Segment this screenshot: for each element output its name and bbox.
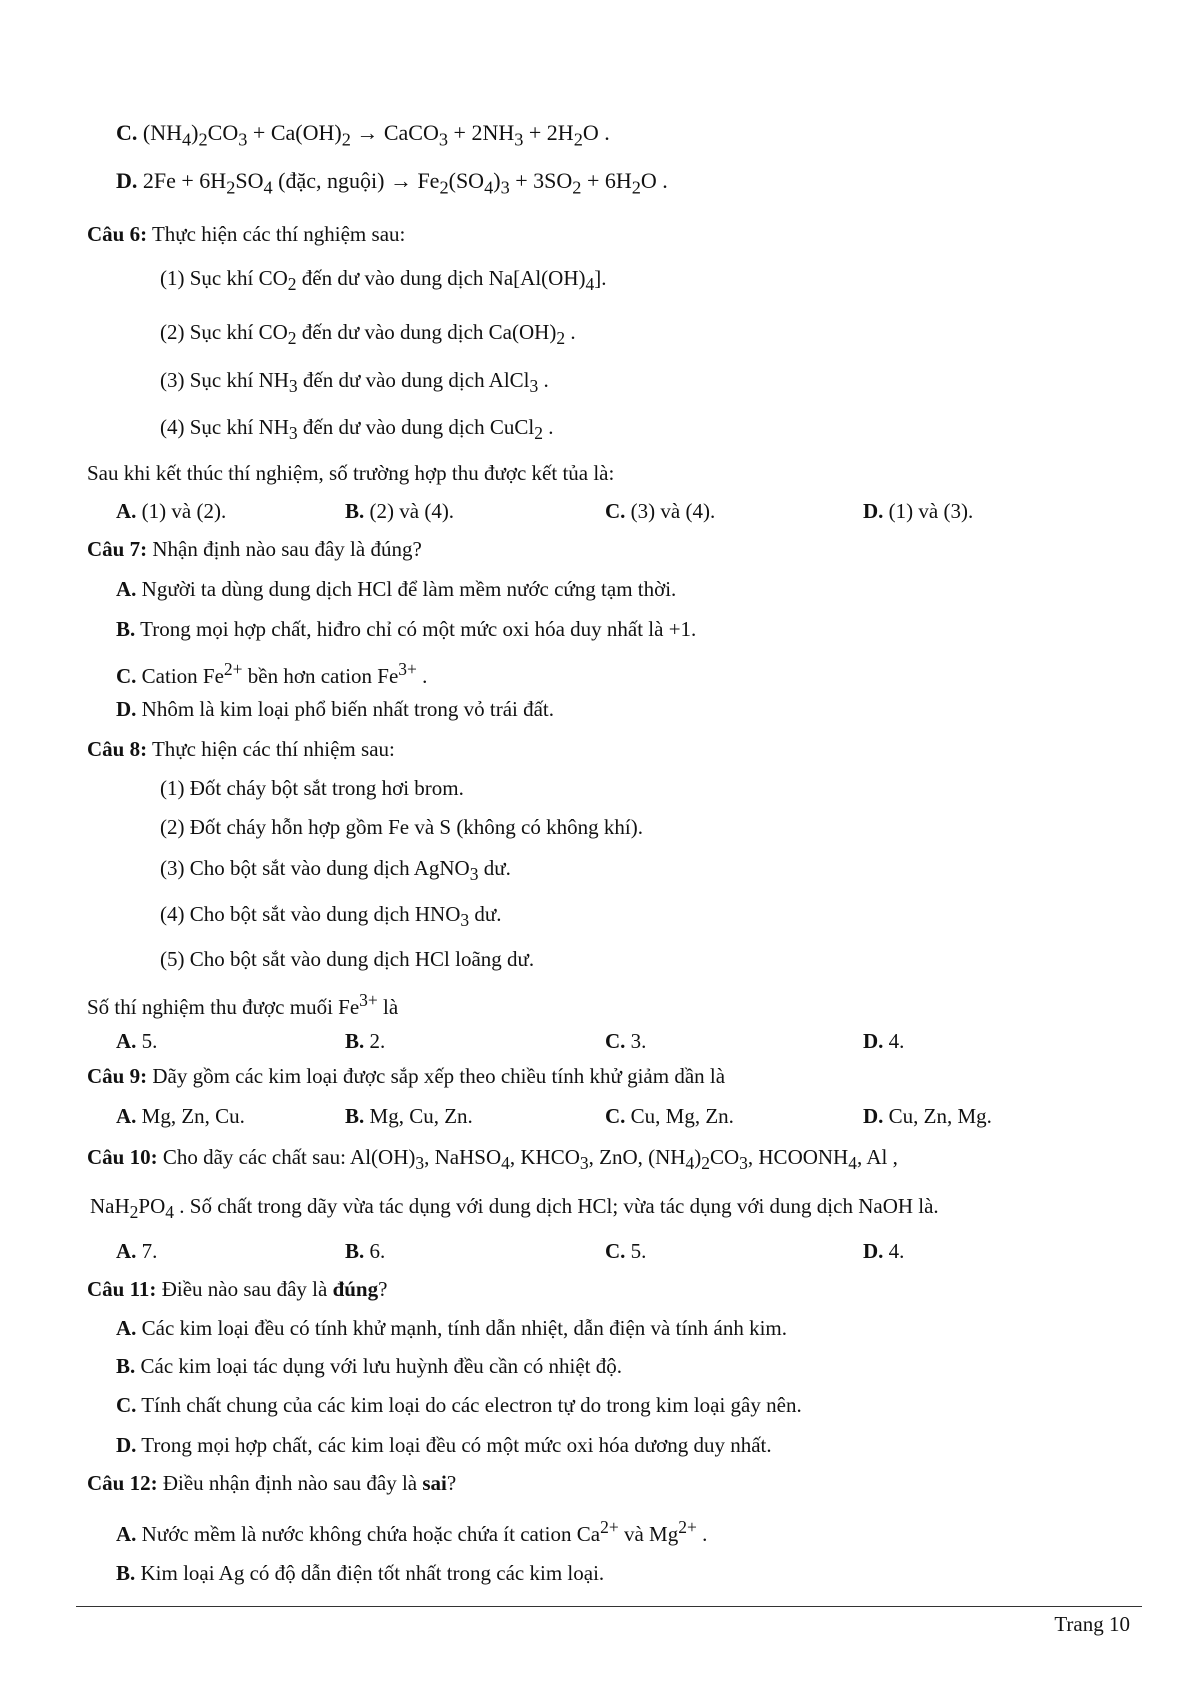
q6-option-c: C. (3) và (4). xyxy=(605,499,716,523)
q12-option-a: A. Nước mềm là nước không chứa hoặc chứa ít cation $Ca^{2+}$ và $Mg^{2+}$ . xyxy=(116,1517,708,1546)
q7-option-c: C. Cation $Fe^{2+}$ bền hơn cation $Fe^{3+}$ . xyxy=(116,659,428,688)
q8-option-a: A. 5. xyxy=(116,1029,158,1053)
q11-option-a: A. Các kim loại đều có tính khử mạnh, tính dẫn nhiệt, dẫn điện và tính ánh kim. xyxy=(116,1316,788,1340)
q8-option-c: C. 3. xyxy=(605,1029,647,1053)
q10-option-b: B. 6. xyxy=(345,1239,386,1263)
q6-option-d: D. (1) và (3). xyxy=(863,499,974,523)
q11-question: Câu 11: Điều nào sau đây là đúng? xyxy=(87,1277,388,1301)
q5-option-d: D. $2Fe + 6H_2SO_4$ (đặc, nguội) → $Fe_2(SO_4)_3 + 3SO_2 + 6H_2O$ . xyxy=(116,168,668,198)
q8-item-2: (2) Đốt cháy hỗn hợp gồm Fe và S (không có không khí). xyxy=(160,815,643,839)
q8-stem: Số thí nghiệm thu được muối $Fe^{3+}$ là xyxy=(87,990,399,1019)
q8-option-b: B. 2. xyxy=(345,1029,386,1053)
q8-option-d: D. 4. xyxy=(863,1029,905,1053)
q11-option-b: B. Các kim loại tác dụng với lưu huỳnh đều cần có nhiệt độ. xyxy=(116,1354,622,1378)
q6-item-4: (4) Sục khí $NH_3$ đến dư vào dung dịch CuCl$_2$ . xyxy=(160,415,554,444)
q8-item-5: (5) Cho bột sắt vào dung dịch HCl loãng dư. xyxy=(160,947,535,971)
q7-option-b: B. Trong mọi hợp chất, hiđro chỉ có một mức oxi hóa duy nhất là +1. xyxy=(116,617,697,641)
q9-question: Câu 9: Dãy gồm các kim loại được sắp xếp theo chiều tính khử giảm dần là xyxy=(87,1064,726,1088)
q7-question: Câu 7: Nhận định nào sau đây là đúng? xyxy=(87,537,422,561)
q5-option-c: C. $(NH_4)_2CO_3 + Ca(OH)_2$ → CaCO$_3$ + $2NH_3 + 2H_2O$ . xyxy=(116,120,610,150)
q10-option-d: D. 4. xyxy=(863,1239,905,1263)
q6-stem: Sau khi kết thúc thí nghiệm, số trường hợp thu được kết tủa là: xyxy=(87,461,615,485)
q7-option-d: D. Nhôm là kim loại phổ biến nhất trong vỏ trái đất. xyxy=(116,697,555,721)
q6-item-2: (2) Sục khí $CO_2$ đến dư vào dung dịch $Ca(OH)_2$ . xyxy=(160,320,576,349)
q12-question: Câu 12: Điều nhận định nào sau đây là sai? xyxy=(87,1471,457,1495)
q8-question: Câu 8: Thực hiện các thí nhiệm sau: xyxy=(87,737,395,761)
q7-option-a: A. Người ta dùng dung dịch HCl để làm mềm nước cứng tạm thời. xyxy=(116,577,677,601)
q8-item-3: (3) Cho bột sắt vào dung dịch AgNO$_3$ dư. xyxy=(160,856,511,885)
q9-option-c: C. Cu, Mg, Zn. xyxy=(605,1104,734,1128)
q8-item-4: (4) Cho bột sắt vào dung dịch $HNO_3$ dư. xyxy=(160,902,502,931)
q8-item-1: (1) Đốt cháy bột sắt trong hơi brom. xyxy=(160,776,464,800)
q12-option-b: B. Kim loại Ag có độ dẫn điện tốt nhất trong các kim loại. xyxy=(116,1561,605,1585)
q9-option-d: D. Cu, Zn, Mg. xyxy=(863,1104,992,1128)
q10-option-c: C. 5. xyxy=(605,1239,647,1263)
q9-option-b: B. Mg, Cu, Zn. xyxy=(345,1104,473,1128)
q11-option-d: D. Trong mọi hợp chất, các kim loại đều có một mức oxi hóa dương duy nhất. xyxy=(116,1433,772,1457)
q10-option-a: A. 7. xyxy=(116,1239,158,1263)
q6-item-3: (3) Sục khí $NH_3$ đến dư vào dung dịch AlCl$_3$ . xyxy=(160,368,549,397)
q6-question: Câu 6: Thực hiện các thí nghiệm sau: xyxy=(87,222,406,246)
q6-option-b: B. (2) và (4). xyxy=(345,499,455,523)
footer-divider xyxy=(76,1606,1142,1607)
q6-option-a: A. (1) và (2). xyxy=(116,499,227,523)
q9-option-a: A. Mg, Zn, Cu. xyxy=(116,1104,245,1128)
q10-question: Câu 10: Cho dãy các chất sau: $Al(OH)_3$, NaHSO$_4$, $KHCO_3$, ZnO, $(NH_4)_2CO_3$, $HCOONH_4$, Al , xyxy=(87,1145,898,1174)
q10-question-cont: $NaH_2PO_4$ . Số chất trong dãy vừa tác dụng với dung dịch HCl; vừa tác dụng với dung dịch NaOH là. xyxy=(90,1194,939,1223)
page-number: Trang 10 xyxy=(1054,1612,1130,1636)
q11-option-c: C. Tính chất chung của các kim loại do các electron tự do trong kim loại gây nên. xyxy=(116,1393,802,1417)
q6-item-1: (1) Sục khí $CO_2$ đến dư vào dung dịch $Na[Al(OH)_4]$. xyxy=(160,266,607,295)
